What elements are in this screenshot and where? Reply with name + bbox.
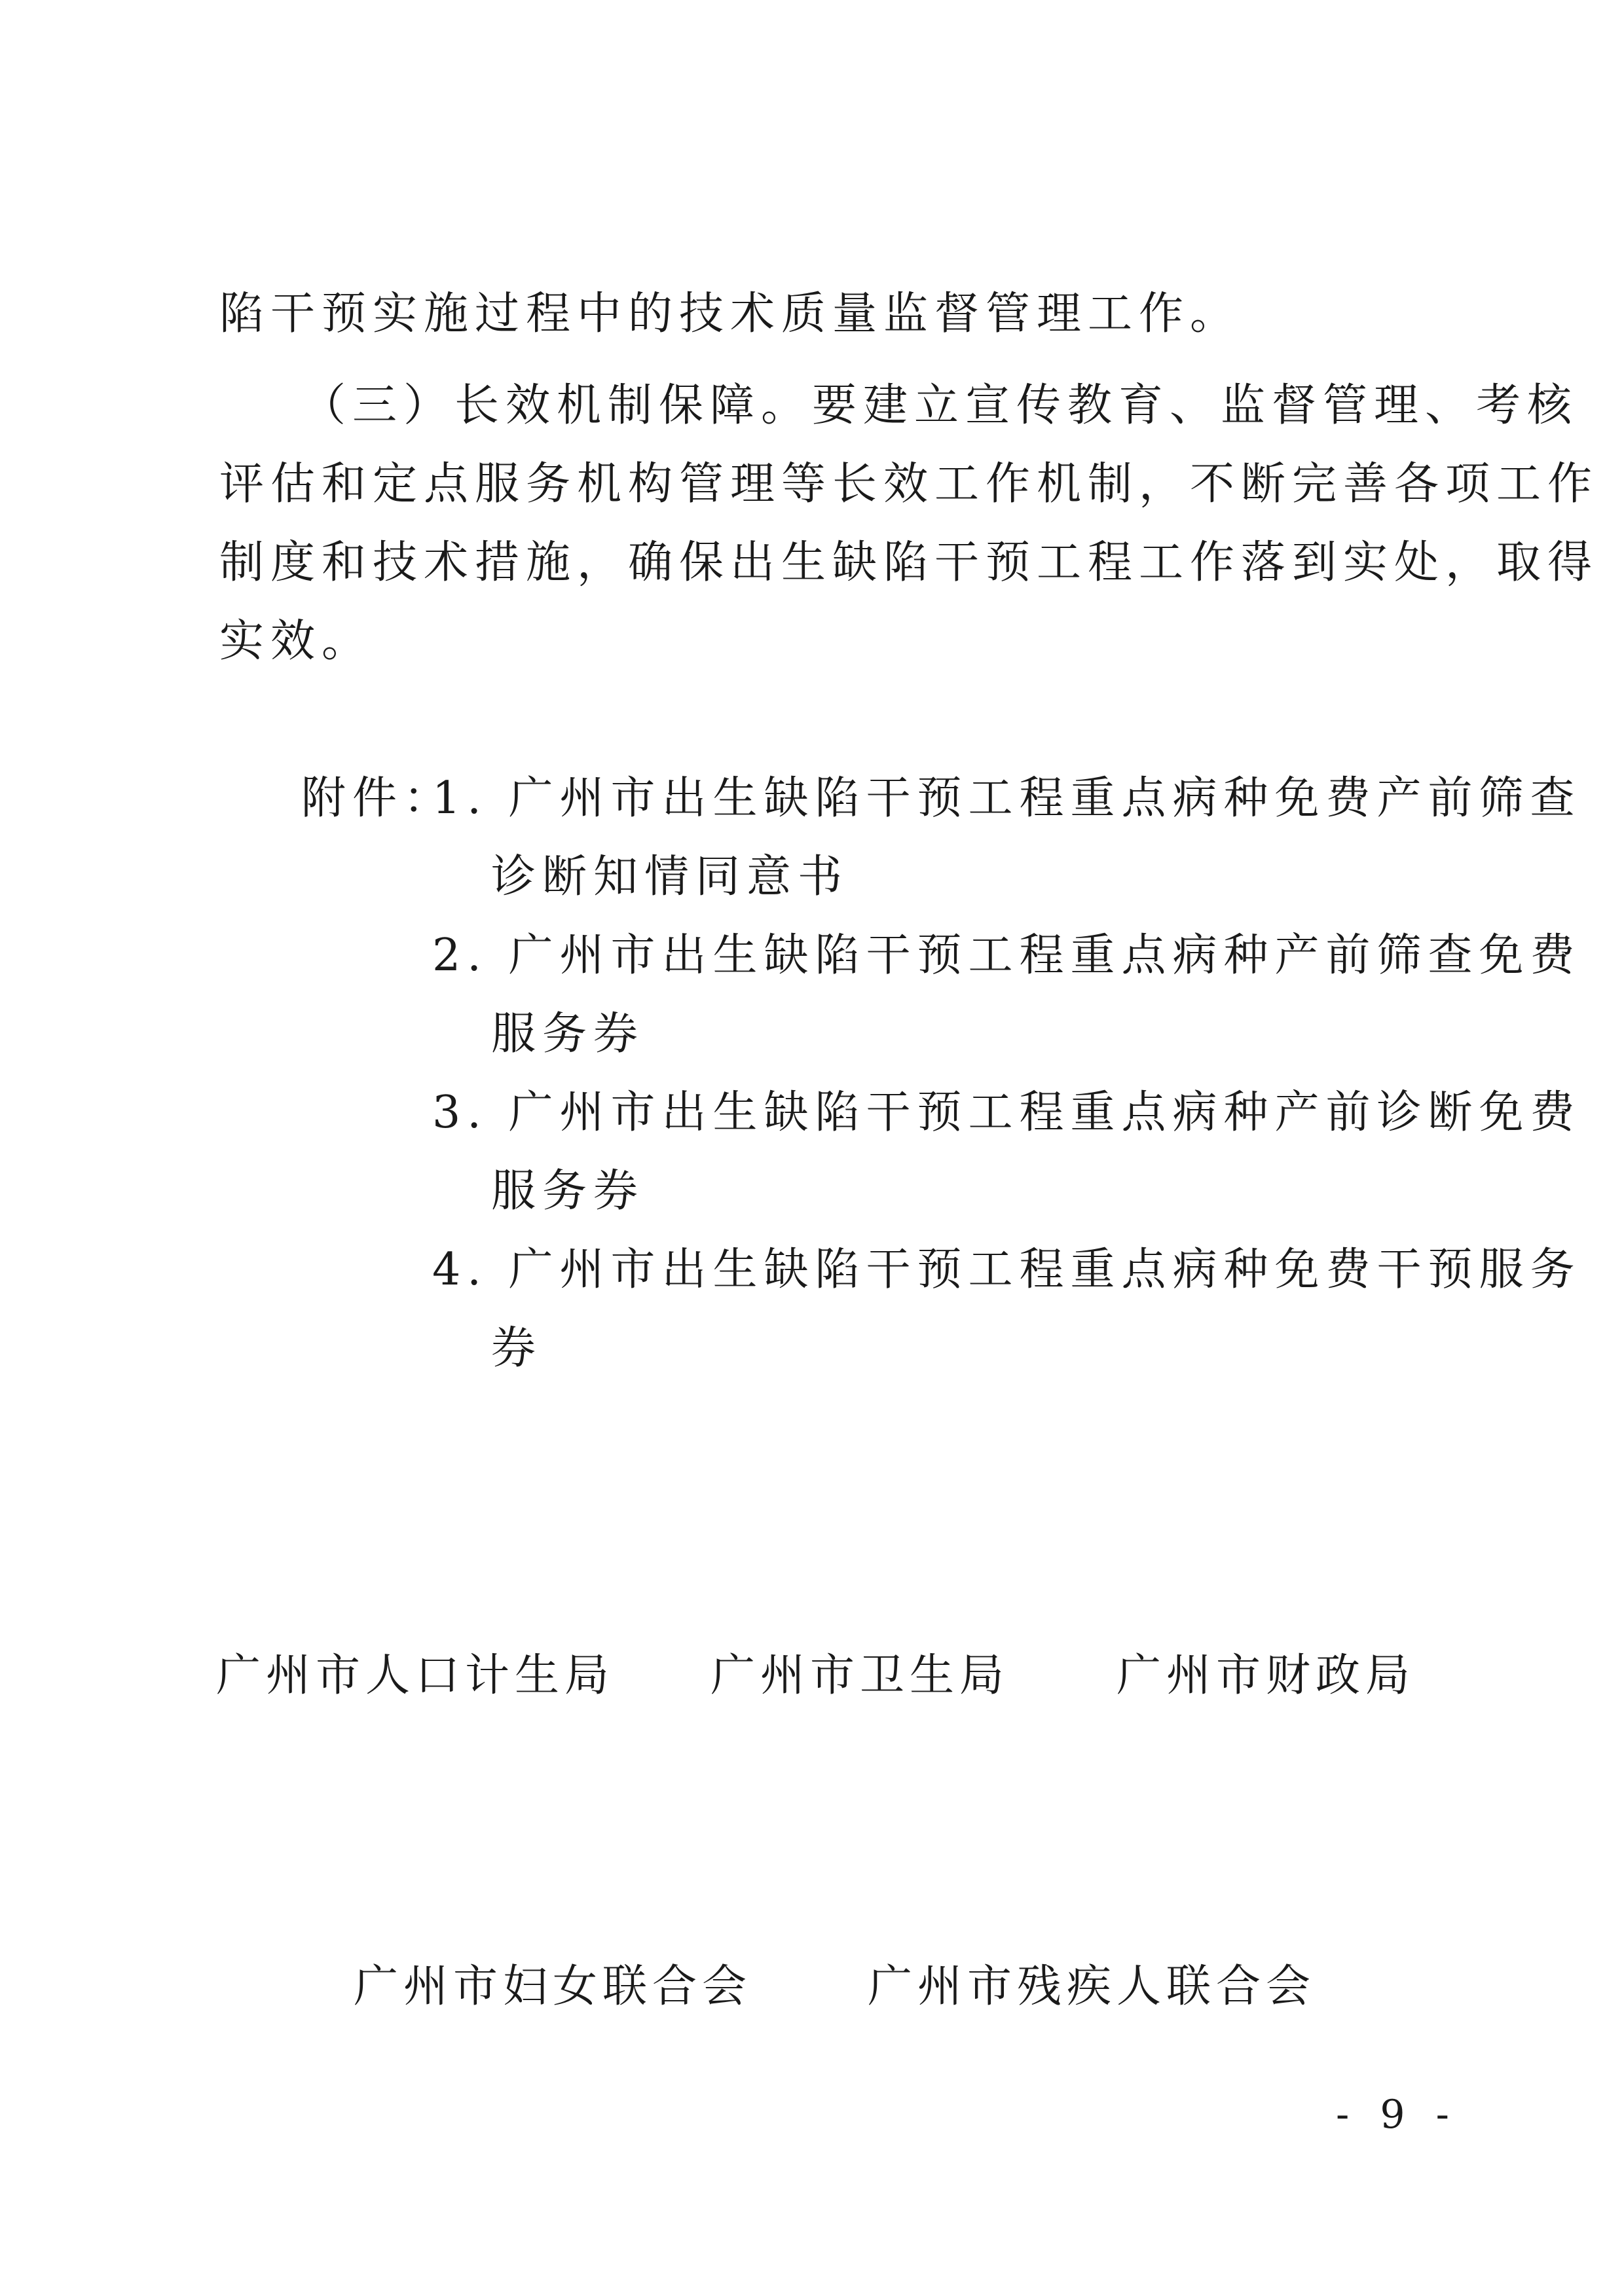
- attachment-item-continuation: 券: [491, 1322, 543, 1374]
- signatory: 广州市卫生局: [710, 1650, 1010, 1702]
- body-text-line: 制度和技术措施，确保出生缺陷干预工程工作落到实处，取得: [219, 537, 1599, 589]
- attachment-item: 4. 广州市出生缺陷干预工程重点病种免费干预服务: [432, 1244, 1581, 1296]
- attachments-label: 附件：: [301, 773, 455, 824]
- signatory: 广州市妇女联合会: [354, 1961, 752, 2013]
- attachment-item: 3. 广州市出生缺陷干预工程重点病种产前诊断免费: [432, 1087, 1581, 1139]
- body-text-line: 陷干预实施过程中的技术质量监督管理工作。: [219, 288, 1242, 340]
- attachment-item-continuation: 诊断知情同意书: [491, 851, 849, 903]
- body-text-line: （三）长效机制保障。要建立宣传教育、监督管理、考核: [301, 380, 1579, 431]
- attachment-item: 1. 广州市出生缺陷干预工程重点病种免费产前筛查: [432, 773, 1581, 824]
- body-text-line: 实效。: [219, 615, 373, 667]
- page-number: - 9 -: [1336, 2092, 1458, 2138]
- attachment-item: 2. 广州市出生缺陷干预工程重点病种产前筛查免费: [432, 930, 1581, 981]
- attachment-item-continuation: 服务券: [491, 1165, 645, 1217]
- signatory: 广州市人口计生局: [216, 1650, 615, 1702]
- attachment-item-continuation: 服务券: [491, 1008, 645, 1060]
- signatory: 广州市财政局: [1116, 1650, 1416, 1702]
- body-text-line: 评估和定点服务机构管理等长效工作机制，不断完善各项工作: [219, 458, 1599, 510]
- signatory: 广州市残疾人联合会: [868, 1961, 1316, 2013]
